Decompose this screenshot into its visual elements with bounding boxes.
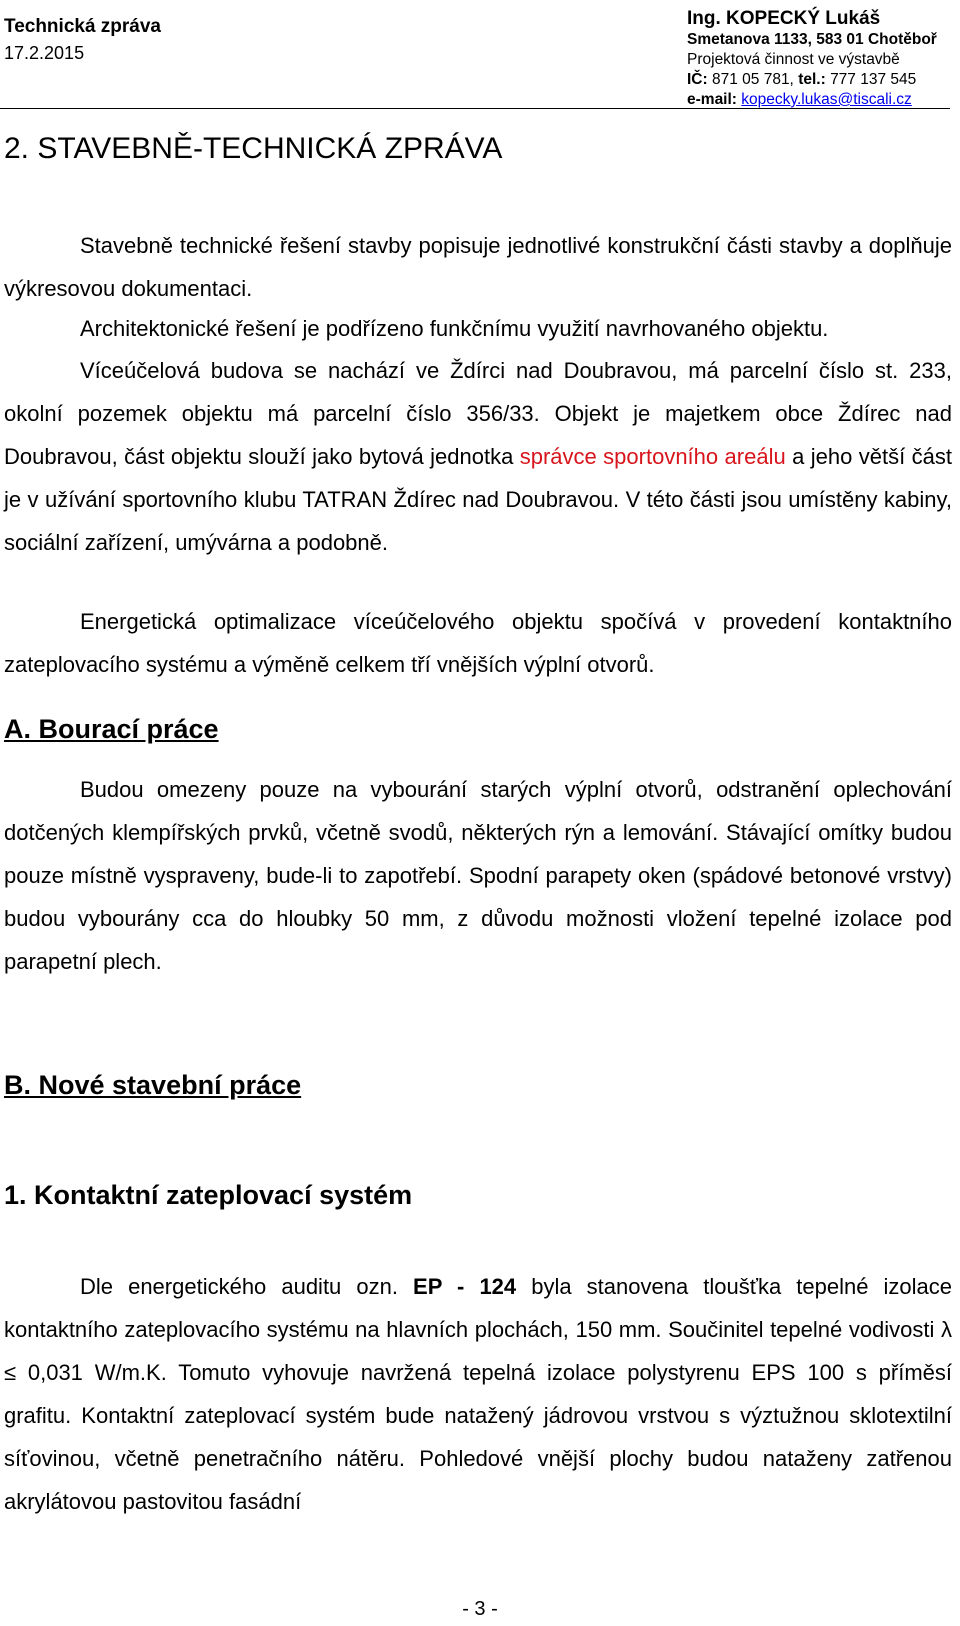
ic-value: 871 05 781, (711, 71, 794, 88)
email-line (687, 90, 937, 110)
header-left (4, 14, 161, 66)
email-link[interactable]: kopecky.lukas@tiscali.cz (741, 91, 912, 108)
ic-label: IČ: (687, 71, 708, 88)
intro-paragraph-3 (4, 349, 952, 564)
doc-date: 17.2.2015 (4, 43, 85, 63)
intro-paragraph-1: Stavebně technické řešení stavby popisuje jednotlivé konstrukční části stavby a doplňuje výkresovou dokumentaci. (4, 233, 952, 301)
intro-p3-start: Víceúčelová budova se nachází ve Ždírci nad Doubravou, má parcelní číslo st. 233, okolní pozemek objektu má parcelní číslo 356/33. Objekt je majetkem obce Ždírec nad Doubravou, část objektu slouží jako bytová jednotka (4, 358, 952, 469)
email-label: e-mail: (687, 91, 737, 108)
tel-label: tel.: (798, 71, 826, 88)
author-name: Ing. KOPECKÝ Lukáš (687, 8, 881, 29)
subsection-1-text-end: byla stanovena tloušťka tepelné izolace kontaktního zateplovacího systému na hlavních plochách, 150 mm. Součinitel tepelné vodivosti λ ≤ 0,031 W/m.K. Tomuto vyhovuje navržená tepelná izolace polystyrenu EPS 100 s příměsí grafitu. Kontaktní zateplovací systém bude natažený jádrovou vrstvou s výztužnou sklotextilní síťovinou, včetně penetračního nátěru. Pohledové vnější plochy budou nataženy zatřenou akrylátovou pastovitou fasádní (4, 1274, 952, 1514)
highlighted-phrase: správce sportovního areálu (519, 444, 786, 469)
intro-paragraph-4: Energetická optimalizace víceúčelového objektu spočívá v provedení kontaktního zateplovacího systému a výměně celkem tří vnějších výplní otvorů. (4, 609, 952, 677)
id-and-phone (687, 70, 937, 90)
intro-paragraph-2: Architektonické řešení je podřízeno funkčnímu využití navrhovaného objektu. (80, 316, 829, 341)
page-number: - 3 - (462, 1598, 498, 1620)
audit-code: EP - 124 (413, 1274, 517, 1299)
page-header (4, 8, 940, 108)
subsection-1-text-start: Dle energetického auditu ozn. (80, 1274, 414, 1299)
intro-p3-end: a jeho větší část je v užívání sportovního klubu TATRAN Ždírec nad Doubravou. V této části jsou umístěny kabiny, sociální zařízení, umývárna a podobně. (4, 444, 953, 555)
main-heading: 2. STAVEBNĚ-TECHNICKÁ ZPRÁVA (4, 132, 503, 165)
doc-title: Technická zpráva (4, 16, 162, 37)
section-a-text: Budou omezeny pouze na vybourání starých výplní otvorů, odstranění oplechování dotčených klempířských prvků, včetně svodů, některých rýn a lemování. Stávající omítky budou pouze místně vyspraveny, bude-li to zapotřebí. Spodní parapety oken (spádové betonové vrstvy) budou vybourány cca do hloubky 50 mm, z důvodu možnosti vložení tepelné izolace pod parapetní plech. (4, 777, 952, 974)
author-activity: Projektová činnost ve výstavbě (687, 51, 900, 68)
header-divider (0, 108, 950, 109)
subsection-1-text (4, 1265, 952, 1523)
subsection-1-title: 1. Kontaktní zateplovací systém (4, 1180, 413, 1210)
section-a-title: A. Bourací práce (4, 714, 219, 744)
tel-value: 777 137 545 (830, 71, 917, 88)
author-address: Smetanova 1133, 583 01 Chotěboř (687, 31, 937, 48)
header-contact (687, 8, 937, 110)
section-b-title: B. Nové stavební práce (4, 1070, 302, 1100)
